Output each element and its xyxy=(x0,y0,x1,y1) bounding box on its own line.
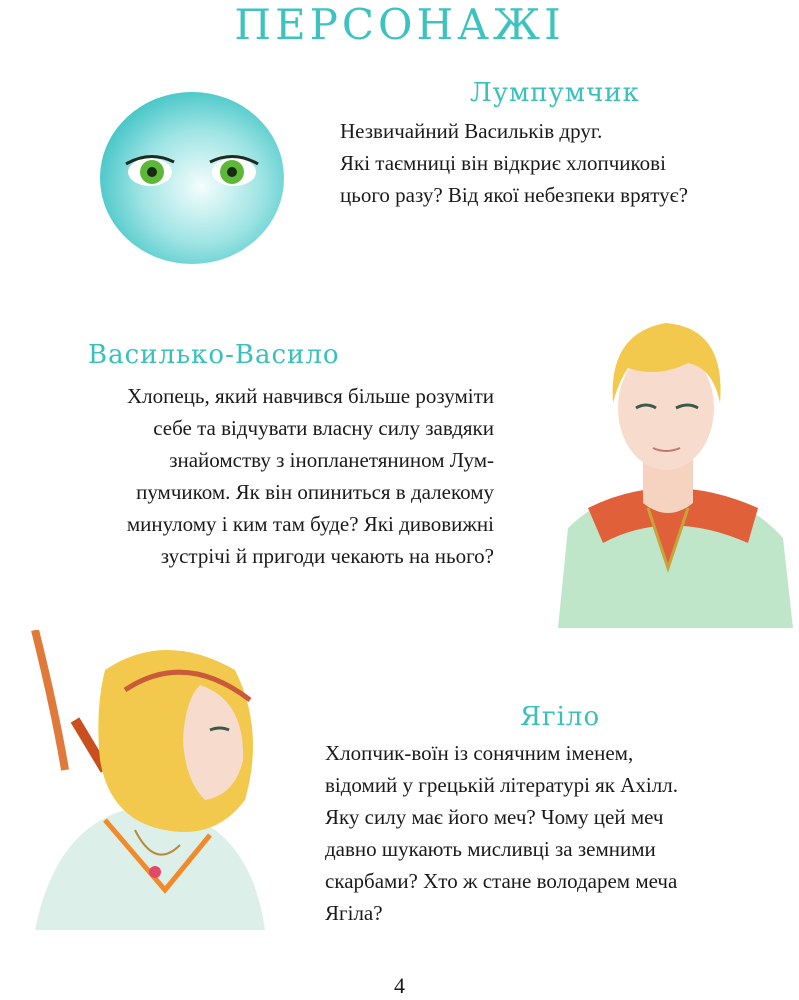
sphere-body xyxy=(100,92,284,264)
character-name-lumpumchyk: Лумпумчик xyxy=(470,78,640,108)
character-description-yagilo: Хлопчик-воїн із сонячним іменем, відомий у грецькій літературі як Ахілл. Яку силу має його меч? Чому цей меч давно шукають мисливці за земними скарбами? Хто ж стане володарем меча Ягіла? xyxy=(325,741,678,925)
character-name-yagilo: Ягіло xyxy=(520,702,601,732)
vasylko-illustration xyxy=(548,308,799,628)
page-number: 4 xyxy=(394,973,405,998)
character-name-vasylko: Василько-Василo xyxy=(88,340,340,370)
page-title: ПЕРСОНАЖІ xyxy=(234,0,565,49)
character-description-lumpumchyk: Незвичайний Васильків друг. Які таємниці він відкриє хлопчикові цього разу? Від якої небезпеки врятує? xyxy=(340,119,688,207)
lumpumchyk-illustration xyxy=(92,88,292,268)
yagilo-illustration xyxy=(15,630,310,930)
character-description-vasylko: Хлопець, який навчився більше розуміти себе та відчувати власну силу завдяки знайомству з інопланетянином Лум- пумчиком. Як він опиниться в далекому минулому і ким там буде? Які дивовижні зустрічі й пригоди чекають на нього? xyxy=(126,384,494,568)
bow xyxy=(35,630,65,770)
